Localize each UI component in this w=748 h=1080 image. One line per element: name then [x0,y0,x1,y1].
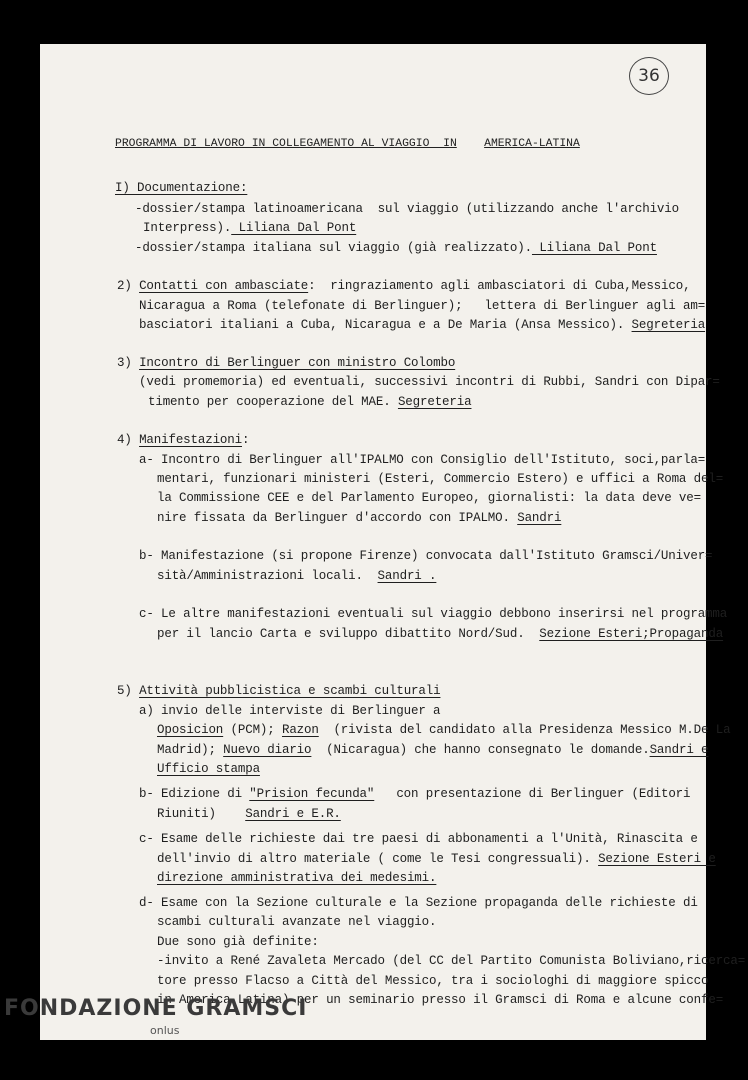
watermark-onlus: onlus [150,1024,180,1037]
s3-line-1: (vedi promemoria) ed eventuali, successivi incontri di Rubbi, Sandri con Dipar= [139,375,720,389]
s4a-line-1: a- Incontro di Berlinguer all'IPALMO con Consiglio dell'Istituto, soci,parla= [139,453,706,467]
s5a-assignee: Sandri e [649,743,709,757]
s5d-line-1: d- Esame con la Sezione culturale e la Sezione propaganda delle richieste di [139,896,698,910]
page-number-stamp: 36 [629,57,669,95]
s3-assignee: Segreteria [397,395,472,409]
s1-assignee-1: Liliana Dal Pont [231,221,357,235]
document-title [115,138,580,150]
section-5-heading: 5) Attività pubblicistica e scambi culturali [117,684,441,698]
s5d-line-3: Due sono già definite: [157,935,319,949]
s5a-line-3: Madrid); Nuevo diario (Nicaragua) che hanno consegnato le domande.Sandri e [157,743,709,757]
s5d-line-4: -invito a René Zavaleta Mercado (del CC del Partito Comunista Boliviano,ricerca= [157,954,746,968]
s5c-line-1: c- Esame delle richieste dai tre paesi di abbonamenti a l'Unità, Rinascita e [139,832,698,846]
s4c-line-2: per il lancio Carta e sviluppo dibattito Nord/Sud. Sezione Esteri;Propaganda [157,627,724,641]
s2-line-3: basciatori italiani a Cuba, Nicaragua e a De Maria (Ansa Messico). Segreteria [139,318,706,332]
s5d-line-5: tore presso Flacso a Città del Messico, tra i sociologhi di maggiore spicco [157,974,709,988]
section-3-heading: 3) Incontro di Berlinguer con ministro Colombo [117,356,456,370]
s5c-line-2: dell'invio di altro materiale ( come le Tesi congressuali). Sezione Esteri e [157,852,716,866]
section-4-heading: 4) Manifestazioni: [117,433,250,447]
s4b-line-1: b- Manifestazione (si propone Firenze) convocata dall'Istituto Gramsci/Univer= [139,549,713,563]
s5a-line-2: Oposicion (PCM); Razon (rivista del candidato alla Presidenza Messico M.De La [157,723,731,737]
s5a-line-4: Ufficio stampa [157,762,260,776]
s5a-line-1: a) invio delle interviste di Berlinguer a [139,704,441,718]
s4b-assignee: Sandri . [377,569,437,583]
s4b-line-2: sità/Amministrazioni locali. Sandri . [157,569,437,583]
s1-line-2: Interpress). Liliana Dal Pont [143,221,357,235]
s2-assignee: Segreteria [631,318,706,332]
s5d-line-2: scambi culturali avanzate nel viaggio. [157,915,437,929]
s4c-assignee: Sezione Esteri;Propaganda [539,627,724,641]
section-1-heading: I) Documentazione: [115,181,248,195]
s5c-line-3: direzione amministrativa dei medesimi. [157,871,437,885]
s4a-assignee: Sandri [517,511,562,525]
s5b-line-1: b- Edizione di "Prision fecunda" con presentazione di Berlinguer (Editori [139,787,691,801]
s5c-assignee: Sezione Esteri e [598,852,716,866]
s1-line-3: -dossier/stampa italiana sul viaggio (già realizzato). Liliana Dal Pont [135,241,657,255]
section-2-heading: 2) Contatti con ambasciate: ringraziamento agli ambasciatori di Cuba,Messico, [117,279,691,293]
title-right: AMERICA-LATINA [484,138,580,150]
s4a-line-4: nire fissata da Berlinguer d'accordo con IPALMO. Sandri [157,511,562,525]
s4c-line-1: c- Le altre manifestazioni eventuali sul viaggio debbono inserirsi nel programma [139,607,728,621]
s1-assignee-2: Liliana Dal Pont [531,241,657,255]
s4a-line-3: la Commissione CEE e del Parlamento Europeo, giornalisti: la data deve ve= [157,491,701,505]
s5b-assignee: Sandri e E.R. [245,807,341,821]
s4a-line-2: mentari, funzionari ministeri (Esteri, Commercio Estero) e uffici a Roma del= [157,472,724,486]
s1-line-1: -dossier/stampa latinoamericana sul viaggio (utilizzando anche l'archivio [135,202,679,216]
s5d-line-6: in America Latina) per un seminario presso il Gramsci di Roma e alcune confe= [157,993,724,1007]
s3-line-2: timento per cooperazione del MAE. Segreteria [148,395,472,409]
s2-line-2: Nicaragua a Roma (telefonate di Berlinguer); lettera di Berlinguer agli am= [139,299,706,313]
fondazione-watermark: FONDAZIONE GRAMSCI onlus [4,996,308,1037]
title-left: PROGRAMMA DI LAVORO IN COLLEGAMENTO AL VIAGGIO IN [115,138,457,150]
s5b-line-2: Riuniti) Sandri e E.R. [157,807,341,821]
